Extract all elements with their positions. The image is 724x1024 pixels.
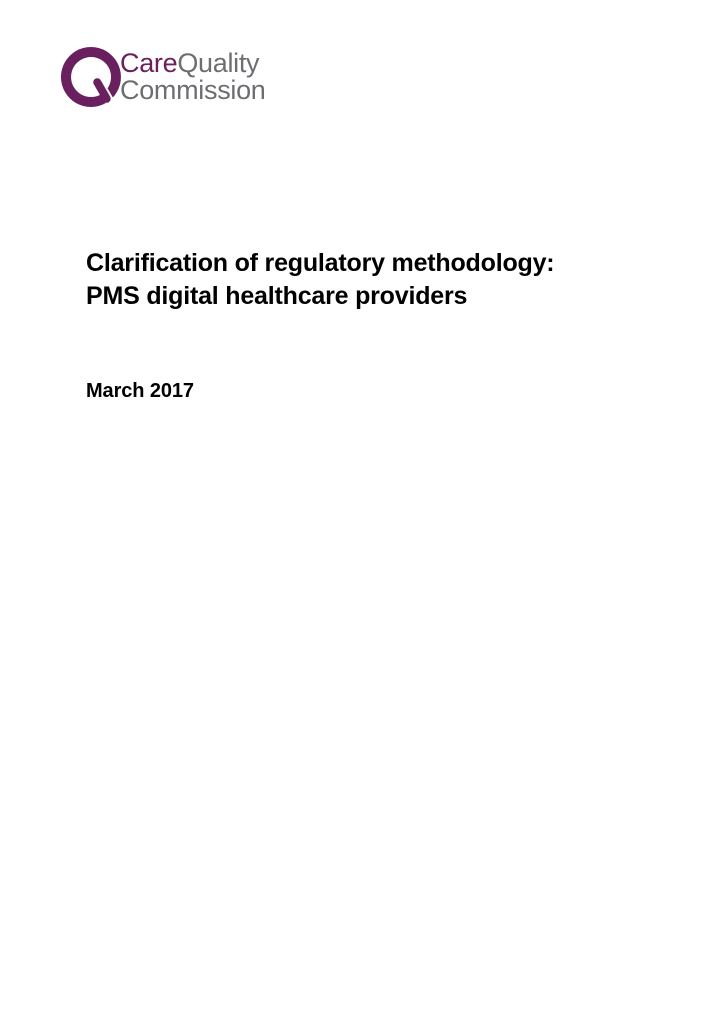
- cqc-logo-line1: [120, 48, 259, 78]
- cqc-logo-word-quality: Quality: [177, 48, 260, 78]
- publication-date: March 2017: [86, 379, 194, 402]
- cqc-q-logo-mark: [58, 44, 124, 110]
- cqc-logo-word-care: Care: [120, 48, 178, 78]
- cqc-logo: [58, 42, 358, 114]
- page-title-line-2: PMS digital healthcare providers: [86, 282, 468, 311]
- title-block: [86, 230, 646, 403]
- cqc-logo-wordmark: [120, 50, 358, 104]
- page-title-line-1: Clarification of regulatory methodology:: [86, 248, 555, 277]
- cqc-logo-line2: Commission: [120, 75, 266, 105]
- page-title: [86, 247, 646, 314]
